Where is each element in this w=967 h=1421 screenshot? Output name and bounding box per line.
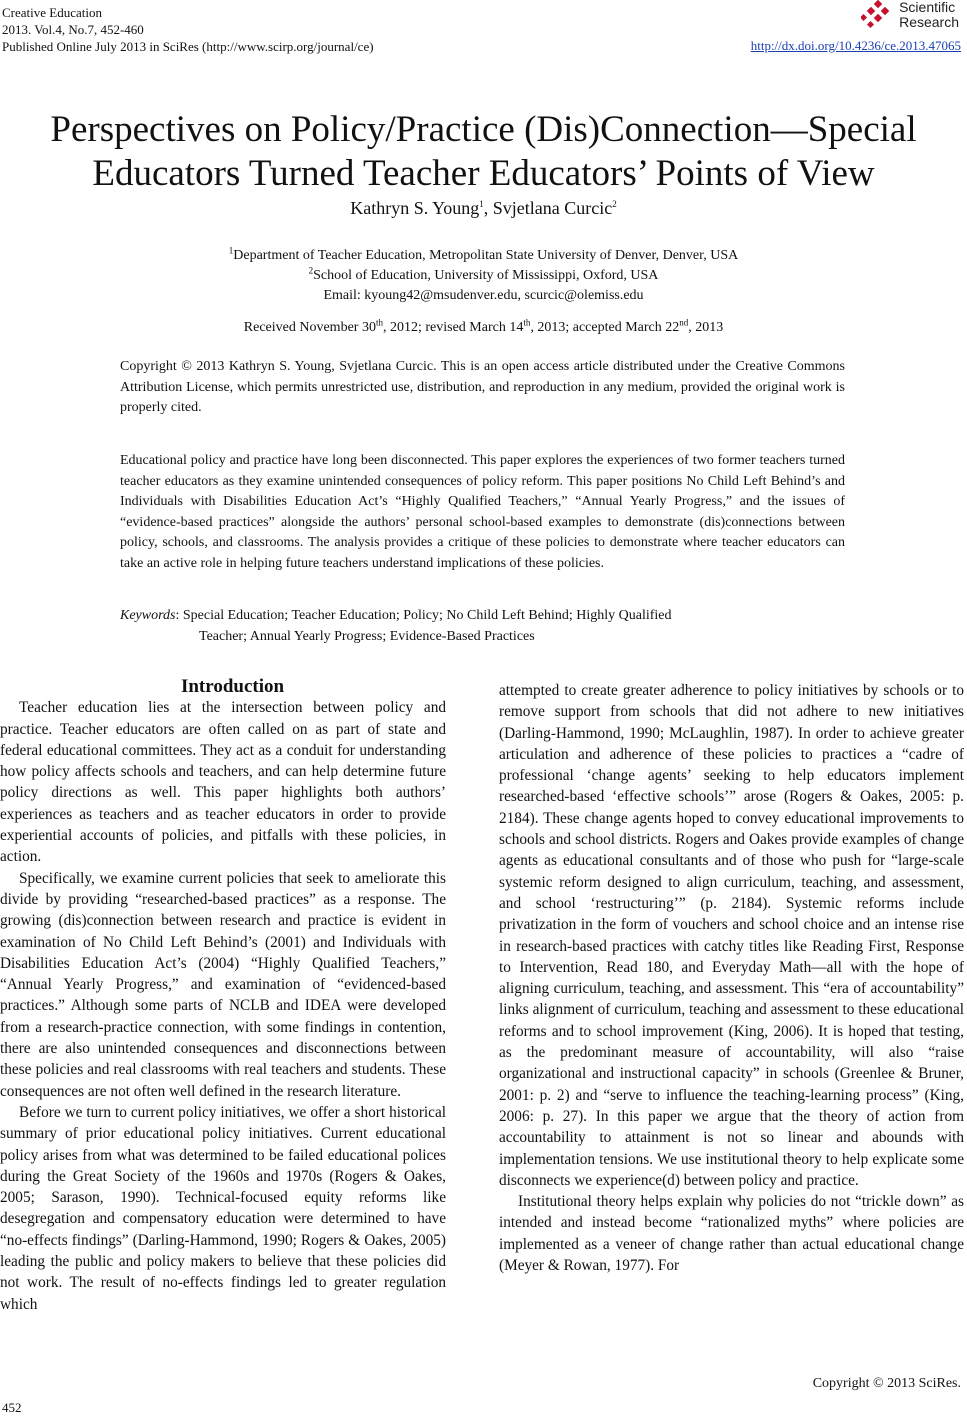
page-number: 452 — [2, 1400, 22, 1415]
journal-name: Creative Education — [2, 5, 102, 20]
keywords-line-2: Teacher; Annual Yearly Progress; Evidence-Based Practices — [199, 628, 535, 644]
author-affiliation-marker: 2 — [612, 199, 617, 209]
ordinal-suffix: th — [523, 317, 531, 328]
affiliation-text: Department of Teacher Education, Metropolitan State University of Denver, Denver, USA — [233, 248, 739, 263]
journal-volume: 2013. Vol.4, No.7, 452-460 — [2, 22, 144, 37]
affiliation-1 — [0, 246, 967, 266]
keywords — [120, 606, 845, 647]
publication-info: Published Online July 2013 in SciRes (http://www.scirp.org/journal/ce) — [2, 39, 374, 54]
author-separator: , — [483, 198, 493, 218]
journal-header — [2, 4, 374, 55]
affiliation-marker: 1 — [228, 245, 234, 256]
logo-line-2: Research — [899, 14, 959, 30]
body-paragraph: Before we turn to current policy initiatives, we offer a short historical summary of prior educational policy initiatives. Current educational policy arises from what was determined to be failed educational polices during the Great Society of the 1960s and 1970s (Rogers & Oakes, 2005; Sarason, 1990). Technical-focused equity reforms like desegregation and compensatory education were determined to have “no-effects findings” (Darling-Hammond, 1990; Rogers & Oakes, 2005) leading the public and policy makers to believe that these policies did not work. The result of no-effects findings led to greater regulation which — [0, 1103, 446, 1313]
affiliation-text: School of Education, University of Mississippi, Oxford, USA — [313, 268, 659, 283]
copyright-notice: Copyright © 2013 Kathryn S. Young, Svjetlana Curcic. This is an open access article distributed under the Creative Commons Attribution License, which permits unrestricted use, distribution, and reproduction in any medium, provided the original work is properly cited. — [120, 359, 845, 415]
received-dates — [0, 317, 967, 336]
body-paragraph: Specifically, we examine current policies that seek to ameliorate this divide by providing “researched-based practices” as a response. The growing (dis)connection between research and practice is evident in examination of No Child Left Behind’s (2001) and Individuals with Disabilities Education Act’s (2004) “Highly Qualified Teachers,” “Annual Yearly Progress,” and examination of “evidenced-based practices.” Although some parts of NCLB and IDEA were developed from a research-practice connection, with some findings in contention, there are also unintended consequences and disconnections between these policies and real classrooms with real teachers and students. These consequences are not often well defined in the research literature. — [0, 869, 446, 1100]
doi-link[interactable]: http://dx.doi.org/10.4236/ce.2013.47065 — [750, 38, 961, 53]
section-heading: Introduction — [180, 676, 285, 697]
abstract: Educational policy and practice have long been disconnected. This paper explores the experiences of two former teachers turned teacher educators as they examine unintended consequences of policy reform. This paper positions No Child Left Behind’s and Individuals with Disabilities Education Act’s “Highly Qualified Teachers,” “Annual Yearly Progress,” and the issues of “evidence-based practices” alongside the authors’ personal school-based examples to demonstrate (dis)connections between policy, schools, and classrooms. The analysis provides a critique of these policies to demonstrate where teacher educators can take an active role in helping future teachers understand implications of these policies. — [120, 453, 845, 571]
affiliation-marker: 2 — [308, 265, 314, 276]
affiliation-2 — [0, 266, 967, 286]
logo-wordmark — [899, 0, 959, 30]
author-name: Kathryn S. Young — [350, 198, 480, 218]
keywords-list: : Special Education; Teacher Education; Policy; No Child Left Behind; Highly Qualified — [175, 608, 672, 623]
logo-line-1: Scientific — [899, 0, 956, 15]
keywords-line-1 — [120, 606, 845, 627]
author-email: Email: kyoung42@msudenver.edu, scurcic@olemiss.edu — [323, 288, 644, 303]
body-paragraph: Teacher education lies at the intersection between policy and practice. Teacher educators are often called on as part of state and federal educational committees. They act as a conduit for understanding how policy affects schools and teachers, and can help determine future policy directions as well. This paper highlights both authors’ experiences as teachers and as teacher educators in order to provide experiential accounts of policies, and pitfalls with these policies, in action. — [0, 699, 446, 866]
year-text: , 2013 — [688, 320, 724, 335]
author-affiliation-marker: 1 — [479, 199, 484, 209]
ordinal-suffix: th — [375, 317, 383, 328]
author-list — [0, 198, 967, 219]
accepted-date-text: , 2013; accepted March 22 — [530, 320, 680, 335]
scirp-logo-icon — [861, 0, 895, 30]
paper-title: Perspectives on Policy/Practice (Dis)Connection—Special Educators Turned Teacher Educators’ Points of View — [50, 109, 917, 194]
footer-copyright: Copyright © 2013 SciRes. — [812, 1376, 961, 1391]
keywords-label: Keywords — [120, 608, 176, 623]
body-column-right — [499, 680, 964, 1276]
revised-date-text: , 2012; revised March 14 — [382, 320, 524, 335]
scientific-research-logo — [861, 0, 959, 30]
ordinal-suffix: nd — [679, 317, 689, 328]
author-name: Svjetlana Curcic — [492, 198, 613, 218]
body-paragraph: Institutional theory helps explain why policies do not “trickle down” as intended and instead become “rationalized myths” where policies are implemented as a veneer of change rather than actual educational change (Meyer & Rowan, 1977). For — [499, 1193, 964, 1275]
received-date-text: Received November 30 — [243, 320, 376, 335]
body-column-left — [0, 676, 446, 1315]
body-paragraph: attempted to create greater adherence to policy initiatives by schools or to remove support from schools that did not adhere to new initiatives (Darling-Hammond, 1990; McLaughlin, 1987). In order to achieve greater articulation and adherence of these policies to practices a “cadre of professional ‘change agents’ seeking to help educators implement researched-based ‘effective schools’” arose (Rogers & Oakes, 2005: p. 2184). These change agents hoped to convey educational improvements to schools and school districts. Rogers and Oakes provide examples of change agents as educational consultants and of those who push for “large-scale systemic reform designed to align curriculum, teaching, and assessment, and school ‘restructuring’” (p. 2184). Systemic reforms include privatization in the form of vouchers and school choice and an intense rise in research-based practices with catchy titles like Reading First, Response to Intervention, Read 180, and Everyday Math—all with the hope of aligning curriculum, teaching, and assessment. This “era of accountability” links alignment of curriculum, teaching and assessment to these educational reforms and to school improvement (King, 2006). It is hoped that testing, as the predominant measure of accountability, will also “raise organizational and instructional capacity” in schools (Greenlee & Bruner, 2001: p. 2) and “serve to influence the teaching-learning process” (King, 2006: p. 27). In this paper we argue that the theory of action from accountability to attainment is not so linear and abounds with implementation tensions. We use institutional theory to help explicate some disconnects we experience(d) between policy and practice. — [499, 682, 964, 1189]
